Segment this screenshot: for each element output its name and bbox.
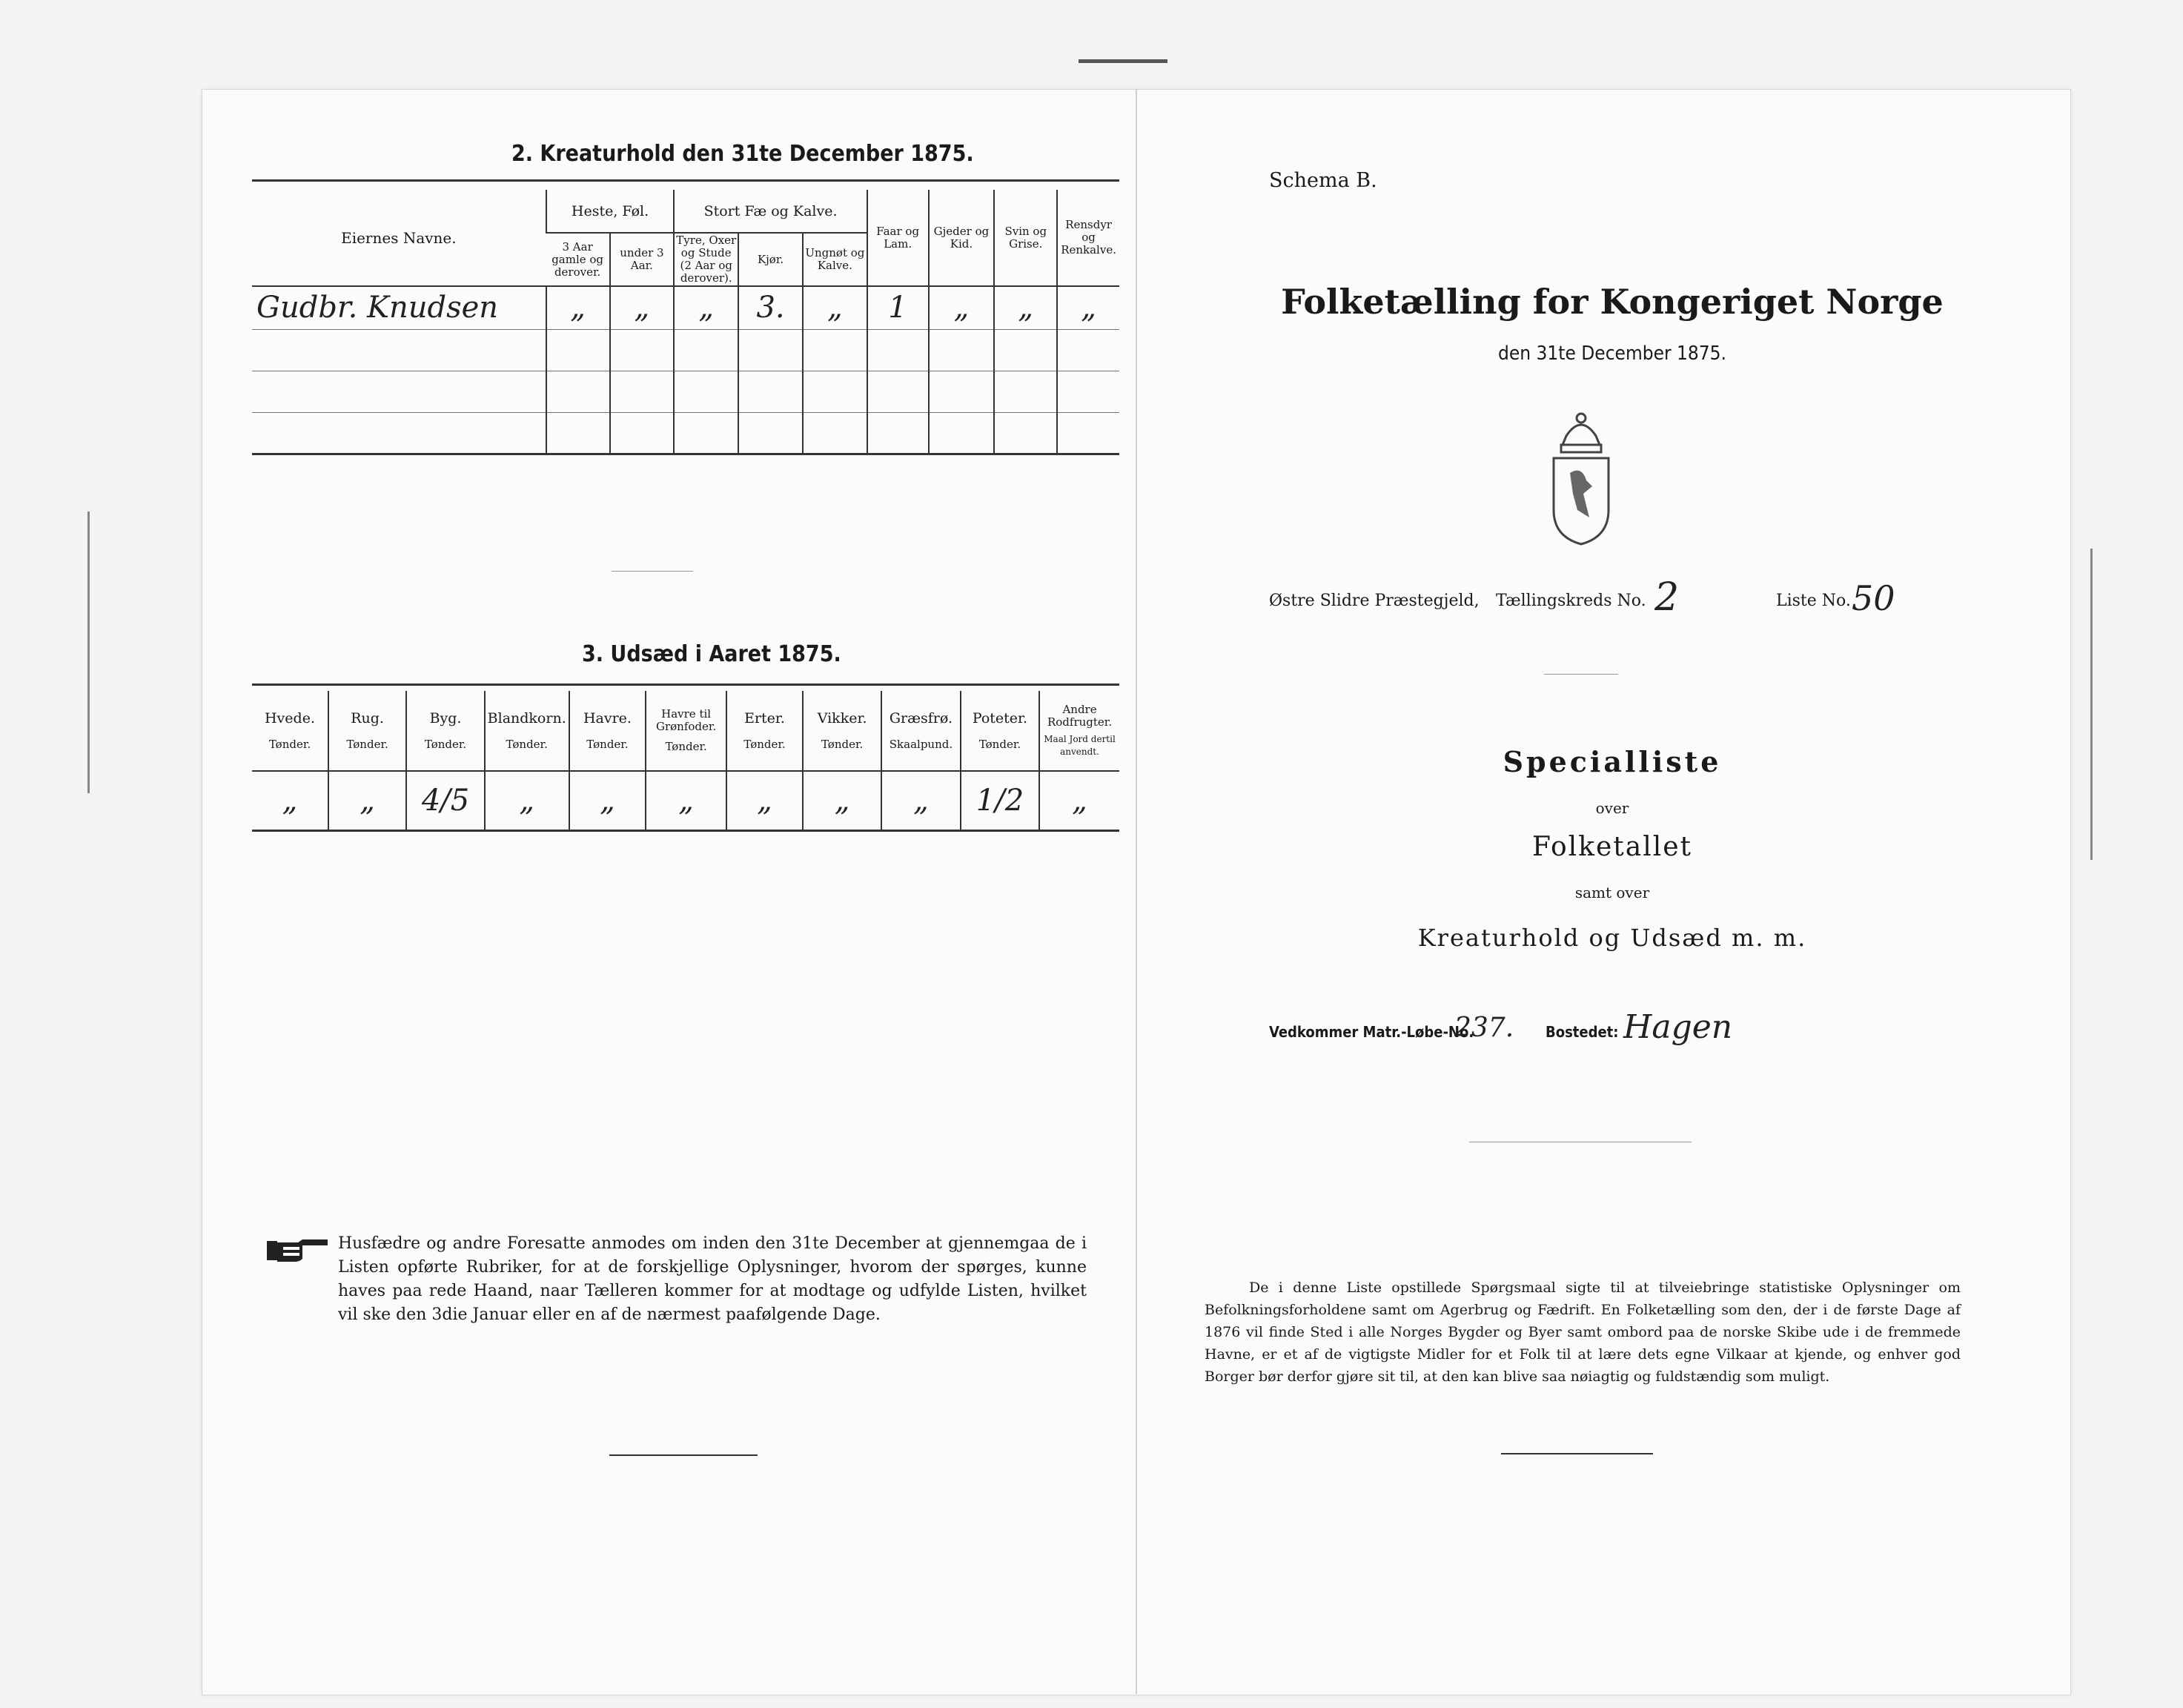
sowing-cell: 4/5 (406, 771, 485, 830)
sowing-cell: „ (1039, 771, 1119, 830)
livestock-cell: „ (1057, 286, 1119, 329)
s3-header: Erter. Tønder. (726, 691, 803, 771)
s2-top-rule (252, 179, 1119, 182)
livestock-table (252, 190, 1119, 455)
folketallet-text: Folketallet (1531, 832, 1693, 862)
sowing-cell: „ (881, 771, 961, 830)
s3-top-rule (252, 683, 1119, 686)
kreatur-line: Kreaturhold og Udsæd m. m. (1417, 924, 1807, 952)
s3-header: Blandkorn. Tønder. (485, 691, 569, 771)
sowing-cell: 1/2 (961, 771, 1039, 830)
liste-value: 50 (1852, 578, 1895, 618)
sowing-cell: „ (485, 771, 569, 830)
svin-header: Svin og Grise. (994, 190, 1057, 286)
livestock-cell: „ (674, 286, 738, 329)
faar-header: Faar og Lam. (867, 190, 929, 286)
s3-header: Græsfrø. Skaalpund. (881, 691, 961, 771)
bottom-rule-left (609, 1454, 758, 1456)
footer-text: De i denne Liste opstillede Spørgsmaal sigte til at tilveiebringe statistiske Oplysninger om Befolkningsforholdene samt om Agerbrug og Fædrift. En Folketælling som den, der i de første Dage af 1876 vil finde Sted i alle Norges Bygder og Byer samt ombord paa de norske Skibe ude i de fremmede Havne, er et af de vigtigste Midler for et Folk til at lære dets egne Vilkaar at kjende, og enhver god Borger bør derfor gjøre sit til, at den kan blive saa nøiagtig og fuldstændig som muligt. (1205, 1280, 1961, 1385)
coat-of-arms-icon (1540, 406, 1622, 547)
s3-header: Andre Rodfrugter. Maal Jord dertil anvendt. (1039, 691, 1119, 771)
livestock-cell: „ (803, 286, 867, 329)
sowing-cell: „ (803, 771, 881, 830)
s3-header: Havre til Grønfoder. Tønder. (646, 691, 726, 771)
notice-text: Husfædre og andre Foresatte anmodes om inden den 31te December at gjennemgaa de i Listen opførte Rubriker, for at de forskjellige Oplysninger, hvorom der spørges, kunne haves paa rede Haand, naar Tælleren kommer for at modtage og udfylde Listen, hvilket vil ske den 3die Januar eller en af de nærmest paafølgende Dage. (338, 1234, 1087, 1324)
section2-title: 2. Kreaturhold den 31te December 1875. (511, 141, 974, 167)
bottom-rule-right (1501, 1453, 1653, 1454)
top-margin-mark (1079, 59, 1167, 63)
stort-c-header: Ungnøt og Kalve. (803, 233, 867, 286)
stort-a-header: Tyre, Oxer og Stude (2 Aar og derover). (674, 233, 738, 286)
bosted-value: Hagen (1623, 1008, 1733, 1046)
scan-edge-left (87, 512, 90, 793)
owner-name: Gudbr. Knudsen (256, 291, 499, 325)
s3-header: Havre. Tønder. (569, 691, 646, 771)
livestock-cell: „ (610, 286, 675, 329)
matr-value: 237. (1454, 1013, 1514, 1043)
schema-label: Schema B. (1269, 169, 1377, 192)
sowing-cell: „ (646, 771, 726, 830)
bosted-label: Bostedet: (1546, 1023, 1619, 1041)
district: Østre Slidre Præstegjeld, (1269, 592, 1480, 610)
s3-header: Poteter. Tønder. (961, 691, 1039, 771)
over-text: over (1595, 799, 1629, 817)
kreds-label: Tællingskreds No. (1496, 592, 1646, 610)
sowing-cell: „ (726, 771, 803, 830)
livestock-cell: 1 (867, 286, 929, 329)
livestock-cell: „ (929, 286, 995, 329)
page-fold (1136, 89, 1137, 1694)
specialliste-heading: Specialliste (1503, 745, 1722, 778)
matr-label: Vedkommer Matr.-Løbe-No. (1269, 1023, 1474, 1041)
owner-header: Eiernes Navne. (341, 228, 457, 247)
scan-edge-right (2090, 549, 2093, 860)
s3-header: Hvede. Tønder. (264, 710, 315, 751)
separator-rule (1544, 674, 1618, 675)
stort-header: Stort Fæ og Kalve. (674, 190, 867, 233)
separator-rule (612, 571, 693, 572)
pointing-hand-icon (265, 1237, 329, 1265)
liste-label: Liste No. (1776, 592, 1851, 610)
heste-a-header: 3 Aar gamle og derover. (546, 233, 610, 286)
sowing-table (252, 691, 1119, 832)
gjeder-header: Gjeder og Kid. (929, 190, 995, 286)
sowing-cell: „ (328, 771, 406, 830)
date-line: den 31te December 1875. (1498, 342, 1726, 365)
s3-header: Rug. Tønder. (328, 691, 406, 771)
sowing-cell: „ (569, 771, 646, 830)
samt-over-text: samt over (1574, 884, 1650, 901)
kreds-value: 2 (1654, 575, 1680, 620)
s3-header: Vikker. Tønder. (803, 691, 881, 771)
section3-title: 3. Udsæd i Aaret 1875. (582, 641, 841, 667)
sowing-cell: „ (282, 783, 298, 818)
main-title: Folketælling for Kongeriget Norge (1281, 282, 1944, 322)
livestock-cell: „ (994, 286, 1057, 329)
heste-b-header: under 3 Aar. (610, 233, 675, 286)
livestock-cell: 3. (738, 286, 803, 329)
rensdyr-header: Rensdyr og Renkalve. (1057, 190, 1119, 286)
stort-b-header: Kjør. (738, 233, 803, 286)
livestock-cell: „ (546, 286, 610, 329)
heste-header: Heste, Føl. (546, 190, 675, 233)
s3-header: Byg. Tønder. (406, 691, 485, 771)
